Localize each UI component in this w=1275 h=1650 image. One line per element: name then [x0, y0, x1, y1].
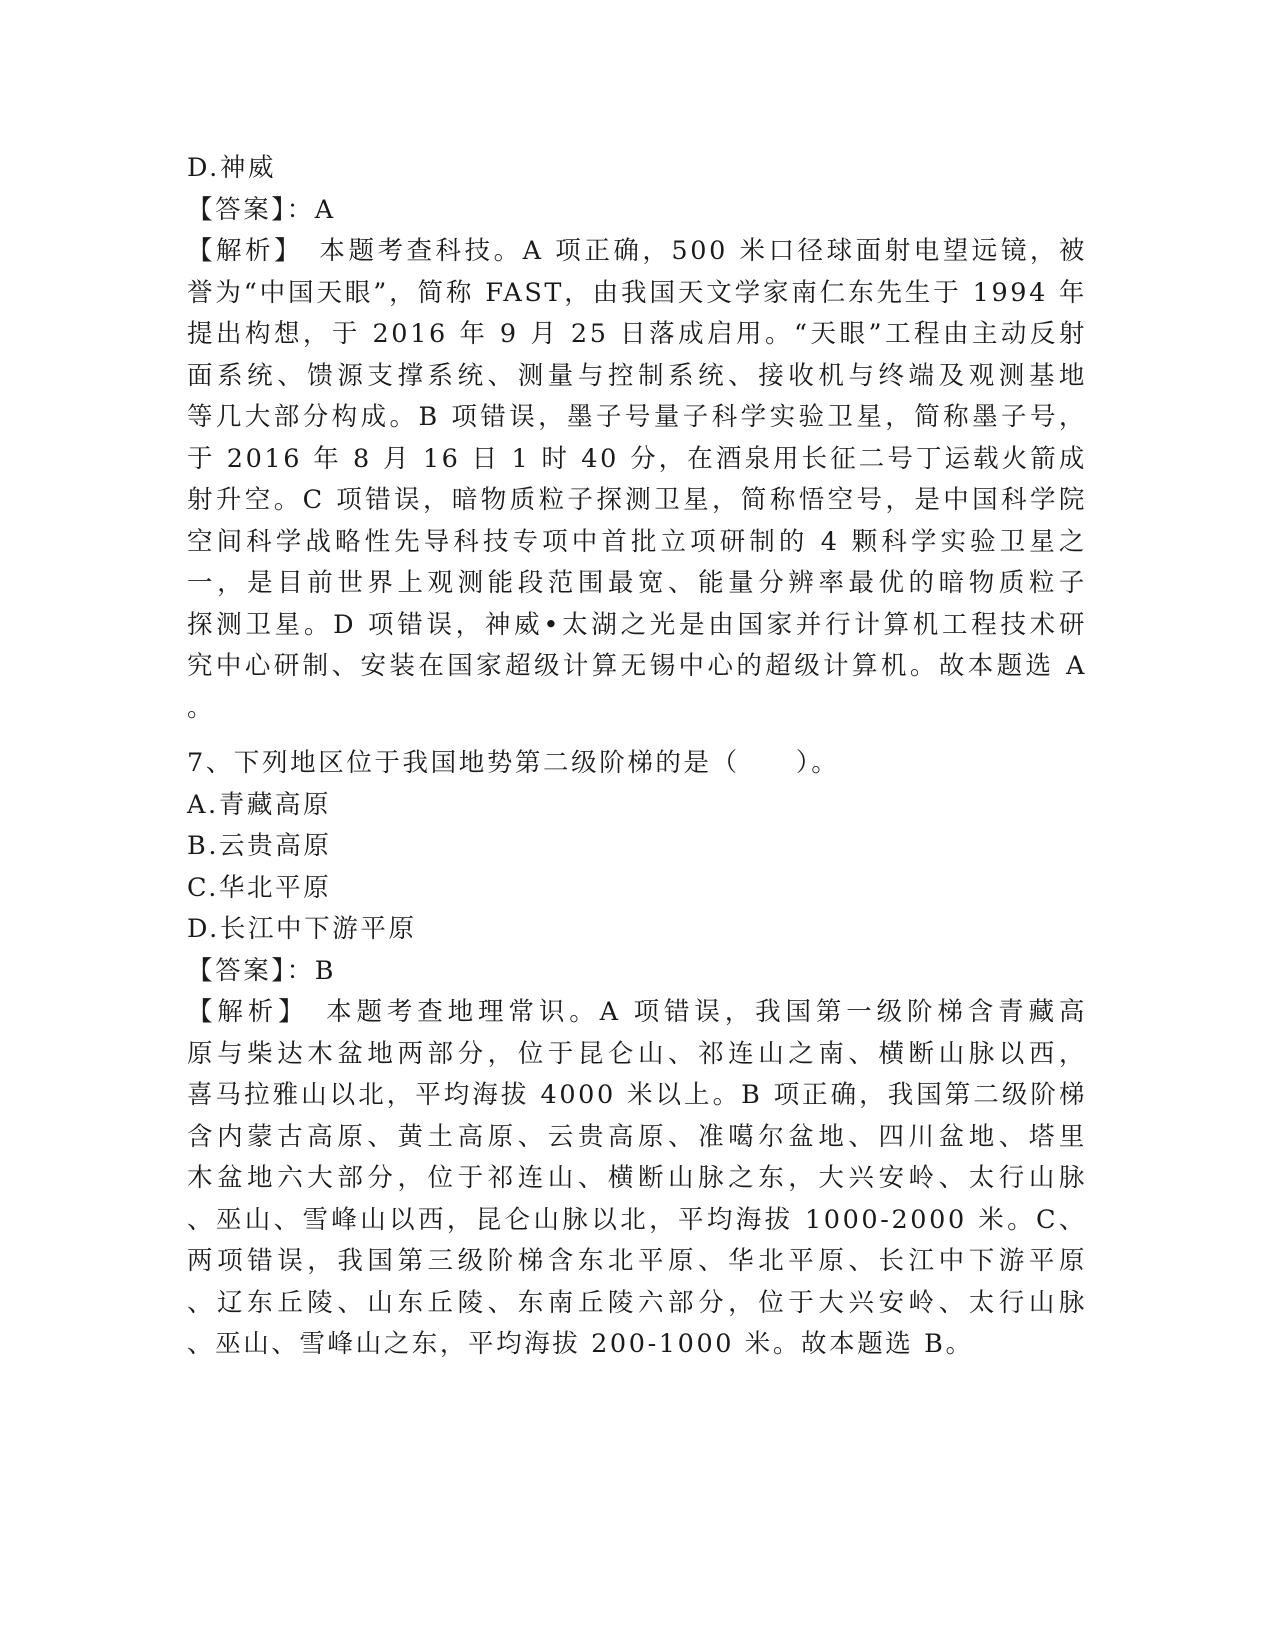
q7-analysis-line: 原与柴达木盆地两部分，位于昆仑山、祁连山之南、横断山脉以西， — [187, 1038, 1087, 1069]
q7-analysis — [187, 992, 1087, 1366]
q7-analysis-line: 、巫山、雪峰山以西，昆仑山脉以北，平均海拔 1000-2000 米。C、 — [187, 1204, 1087, 1235]
q7-option-b: B.云贵高原 — [187, 831, 332, 861]
spacer — [187, 729, 1087, 743]
q6-analysis-line: 探测卫星。D 项错误，神威•太湖之光是由国家并行计算机工程技术研 — [187, 609, 1087, 640]
q6-analysis-line: 。 — [187, 692, 216, 723]
q6-analysis-line: 空间科学战略性先导科技专项中首批立项研制的 4 颗科学实验卫星之 — [187, 526, 1087, 557]
q7-analysis-line: 、辽东丘陵、山东丘陵、东南丘陵六部分，位于大兴安岭、太行山脉 — [187, 1287, 1087, 1318]
q6-analysis-line: 等几大部分构成。B 项错误，墨子号量子科学实验卫星，简称墨子号， — [187, 402, 1087, 432]
q6-analysis-line: 究中心研制、安装在国家超级计算无锡中心的超级计算机。故本题选 A — [187, 651, 1087, 681]
q7-option-d: D.长江中下游平原 — [187, 914, 417, 944]
document-page — [187, 148, 1087, 1366]
q6-analysis-line: 【解析】 本题考查科技。A 项正确，500 米口径球面射电望远镜，被 — [187, 236, 1087, 266]
q7-analysis-line: 、巫山、雪峰山之东，平均海拔 200-1000 米。故本题选 B。 — [187, 1329, 974, 1359]
q7-analysis-line: 木盆地六大部分，位于祁连山、横断山脉之东，大兴安岭、太行山脉 — [187, 1163, 1087, 1193]
q7-analysis-line: 两项错误，我国第三级阶梯含东北平原、华北平原、长江中下游平原 — [187, 1246, 1087, 1276]
q7-analysis-line: 含内蒙古高原、黄土高原、云贵高原、准噶尔盆地、四川盆地、塔里 — [187, 1121, 1087, 1152]
q6-answer: 【答案】：A — [187, 194, 336, 225]
q7-analysis-line: 【解析】 本题考查地理常识。A 项错误，我国第一级阶梯含青藏高 — [187, 997, 1087, 1027]
q6-analysis-line: 誉为“中国天眼”，简称 FAST，由我国天文学家南仁东先生于 1994 年 — [187, 277, 1087, 308]
q6-analysis-line: 射升空。C 项错误，暗物质粒子探测卫星，简称悟空号，是中国科学院 — [187, 485, 1087, 515]
q7-analysis-line: 喜马拉雅山以北，平均海拔 4000 米以上。B 项正确，我国第二级阶梯 — [187, 1080, 1087, 1110]
q7-question: 7、下列地区位于我国地势第二级阶梯的是（ ）。 — [187, 748, 840, 778]
q6-analysis-line: 于 2016 年 8 月 16 日 1 时 40 分，在酒泉用长征二号丁运载火箭成 — [187, 443, 1087, 474]
q7-option-a: A.青藏高原 — [187, 789, 332, 820]
q7-option-c: C.华北平原 — [187, 872, 332, 903]
q6-analysis-line: 面系统、馈源支撑系统、测量与控制系统、接收机与终端及观测基地 — [187, 360, 1087, 391]
q6-analysis-line: 一，是目前世界上观测能段范围最宽、能量分辨率最优的暗物质粒子 — [187, 568, 1087, 598]
q7-answer: 【答案】：B — [187, 955, 337, 986]
q6-option-d: D.神威 — [187, 153, 277, 183]
q6-analysis — [187, 231, 1087, 729]
q6-analysis-line: 提出构想，于 2016 年 9 月 25 日落成启用。“天眼”工程由主动反射 — [187, 319, 1087, 349]
